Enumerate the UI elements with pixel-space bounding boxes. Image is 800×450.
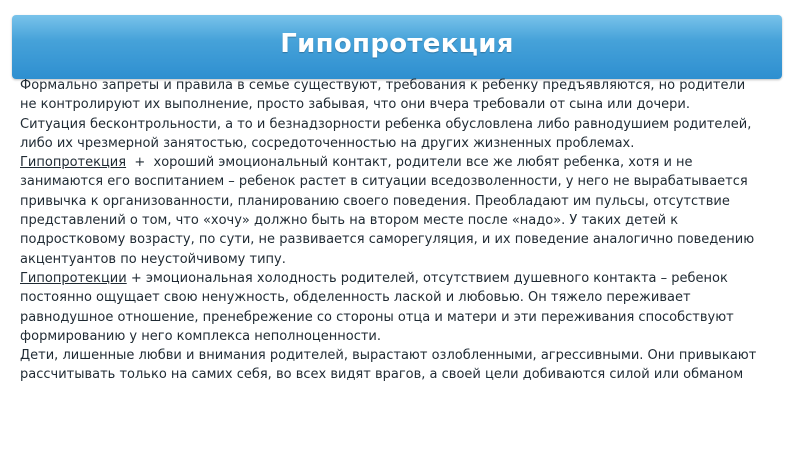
term-hypoprotection: Гипопротекция bbox=[20, 155, 127, 171]
paragraph-5: Дети, лишенные любви и внимания родителей, вырастают озлобленными, агрессивными. Они привыкают рассчитывать только на самих себя, во всех видят врагов, а своей цели добиваются силой или обманом bbox=[20, 348, 757, 383]
slide-body bbox=[20, 76, 760, 385]
title-bar bbox=[12, 15, 782, 79]
paragraph-4 bbox=[20, 269, 760, 346]
paragraph-4-text: + эмоциональная холодность родителей, отсутствием душевного контакта – ребенок постоянно ощущает свою ненужность, обделенность лаской и любовью. Он тяжело переживает равнодушное отношение, пренебрежение со стороны отца и матери и эти переживания способствуют формированию у него комплекса неполноценности. bbox=[20, 270, 734, 344]
paragraph-1: Формально запреты и правила в семье существуют, требования к ребенку предъявляются, но родители не контролируют их выполнение, просто забывая, что они вчера требовали от сына или дочери. bbox=[20, 78, 746, 113]
slide-title: Гипопротекция bbox=[280, 29, 514, 59]
paragraph-3-text: + хороший эмоциональный контакт, родители все же любят ребенка, хотя и не занимаются его воспитанием – ребенок растет в ситуации вседозволенности, у него не вырабатывается привычка к организованности, планированию своего поведения. Преобладают им пульсы, отсутствие представлений о том, что «хочу» должно быть на втором месте после «надо». У таких детей к подростковому возрасту, по сути, не развивается саморегуляция, и их поведение аналогично поведению акцентуантов по неустойчивому типу. bbox=[20, 155, 759, 267]
term-hypoprotection-2: Гипопротекции bbox=[20, 270, 127, 286]
paragraph-2: Ситуация бесконтрольности, а то и безнадзорности ребенка обусловлена либо равнодушием родителей, либо их чрезмерной занятостью, сосредоточенностью на других жизненных проблемах. bbox=[20, 116, 752, 151]
paragraph-3 bbox=[20, 153, 760, 269]
